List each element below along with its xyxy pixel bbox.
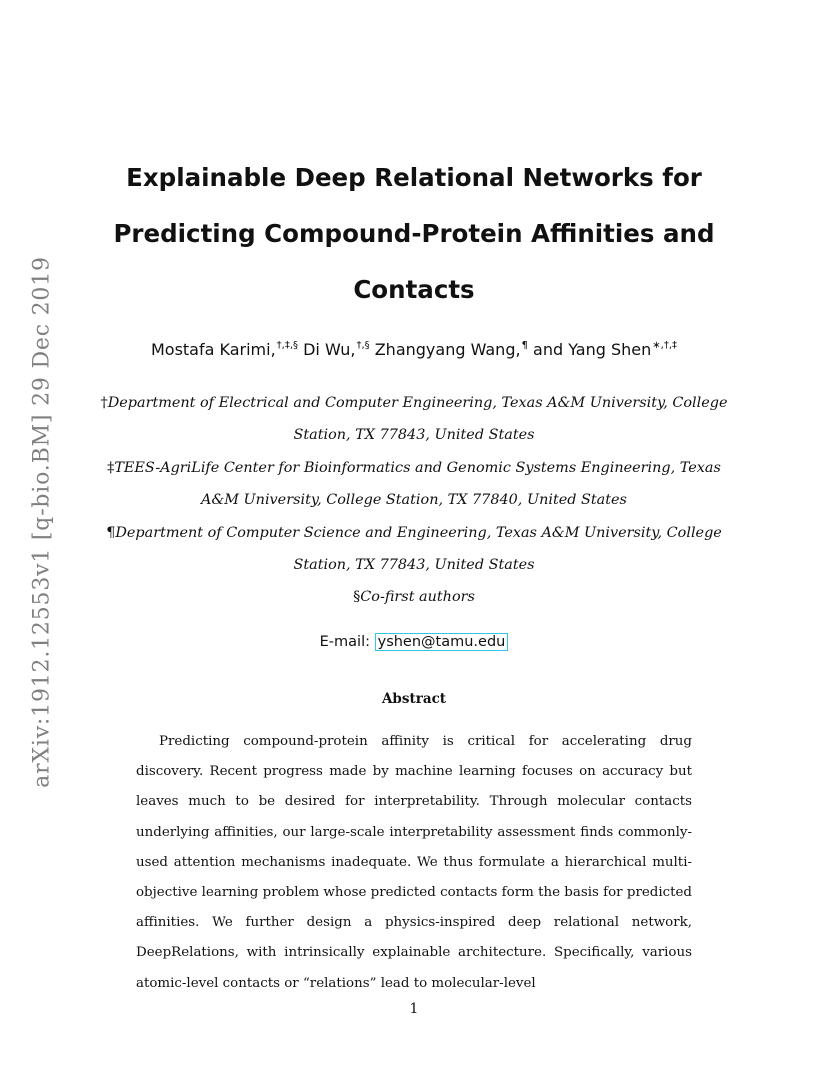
- author-name: Mostafa Karimi,: [150, 340, 276, 359]
- abstract-body: [136, 727, 692, 999]
- affiliation-text: Department of Computer Science and Engineering, Texas A&M University, College Station, TX 77843, United States: [115, 524, 722, 574]
- author-marks: ∗,†,‡: [652, 340, 678, 351]
- email-link[interactable]: yshen@tamu.edu: [375, 633, 509, 651]
- email-label: E-mail:: [319, 634, 370, 650]
- affiliation: [100, 452, 728, 517]
- contact-email: [100, 634, 728, 650]
- page-number: 1: [409, 1001, 419, 1017]
- affiliation: [100, 517, 728, 582]
- affiliation-mark: ¶: [106, 524, 116, 541]
- affiliation-text: TEES-AgriLife Center for Bioinformatics and Genomic Systems Engineering, Texas A&M University, College Station, TX 77840, United States: [114, 459, 721, 509]
- arxiv-stamp: [22, 256, 62, 788]
- affiliation-text: Department of Electrical and Computer Engineering, Texas A&M University, College Station, TX 77843, United States: [107, 395, 728, 444]
- abstract-heading: Abstract: [381, 691, 447, 707]
- paper-title: Explainable Deep Relational Networks for Predicting Compound-Protein Affinities and Contacts: [113, 163, 715, 304]
- affiliations: [100, 387, 728, 614]
- affiliation-text: Co-first authors: [360, 589, 475, 606]
- affiliation-mark: ‡: [107, 459, 115, 476]
- author-list: [80, 340, 748, 359]
- author-name: Di Wu,: [303, 340, 356, 359]
- author-name: and Yang Shen: [533, 340, 652, 359]
- affiliation-mark: †: [100, 395, 108, 411]
- arxiv-stamp-text: arXiv:1912.12553v1 [q-bio.BM] 29 Dec 2019: [29, 256, 55, 788]
- affiliation: [100, 581, 728, 613]
- author-name: Zhangyang Wang,: [374, 340, 521, 359]
- author-marks: †,§: [356, 340, 370, 351]
- affiliation: [100, 387, 728, 452]
- author-marks: ¶: [521, 340, 528, 351]
- affiliation-mark: §: [353, 589, 361, 606]
- abstract-text: Predicting compound-protein affinity is critical for accelerating drug discovery. Recent progress made by machine learning focuses on accuracy but leaves much to be desired for interpretability. Through molecular contacts underlying affinities, our large-scale interpretability assessment finds commonly-used attention mechanisms inadequate. We thus formulate a hierarchical multi-objective learning problem whose predicted contacts form the basis for predicted affinities. We further design a physics-inspired deep relational network, DeepRelations, with intrinsically explainable architecture. Specifically, various atomic-level contacts or “relations” lead to molecular-level: [136, 734, 692, 991]
- author-marks: †,‡,§: [276, 340, 299, 351]
